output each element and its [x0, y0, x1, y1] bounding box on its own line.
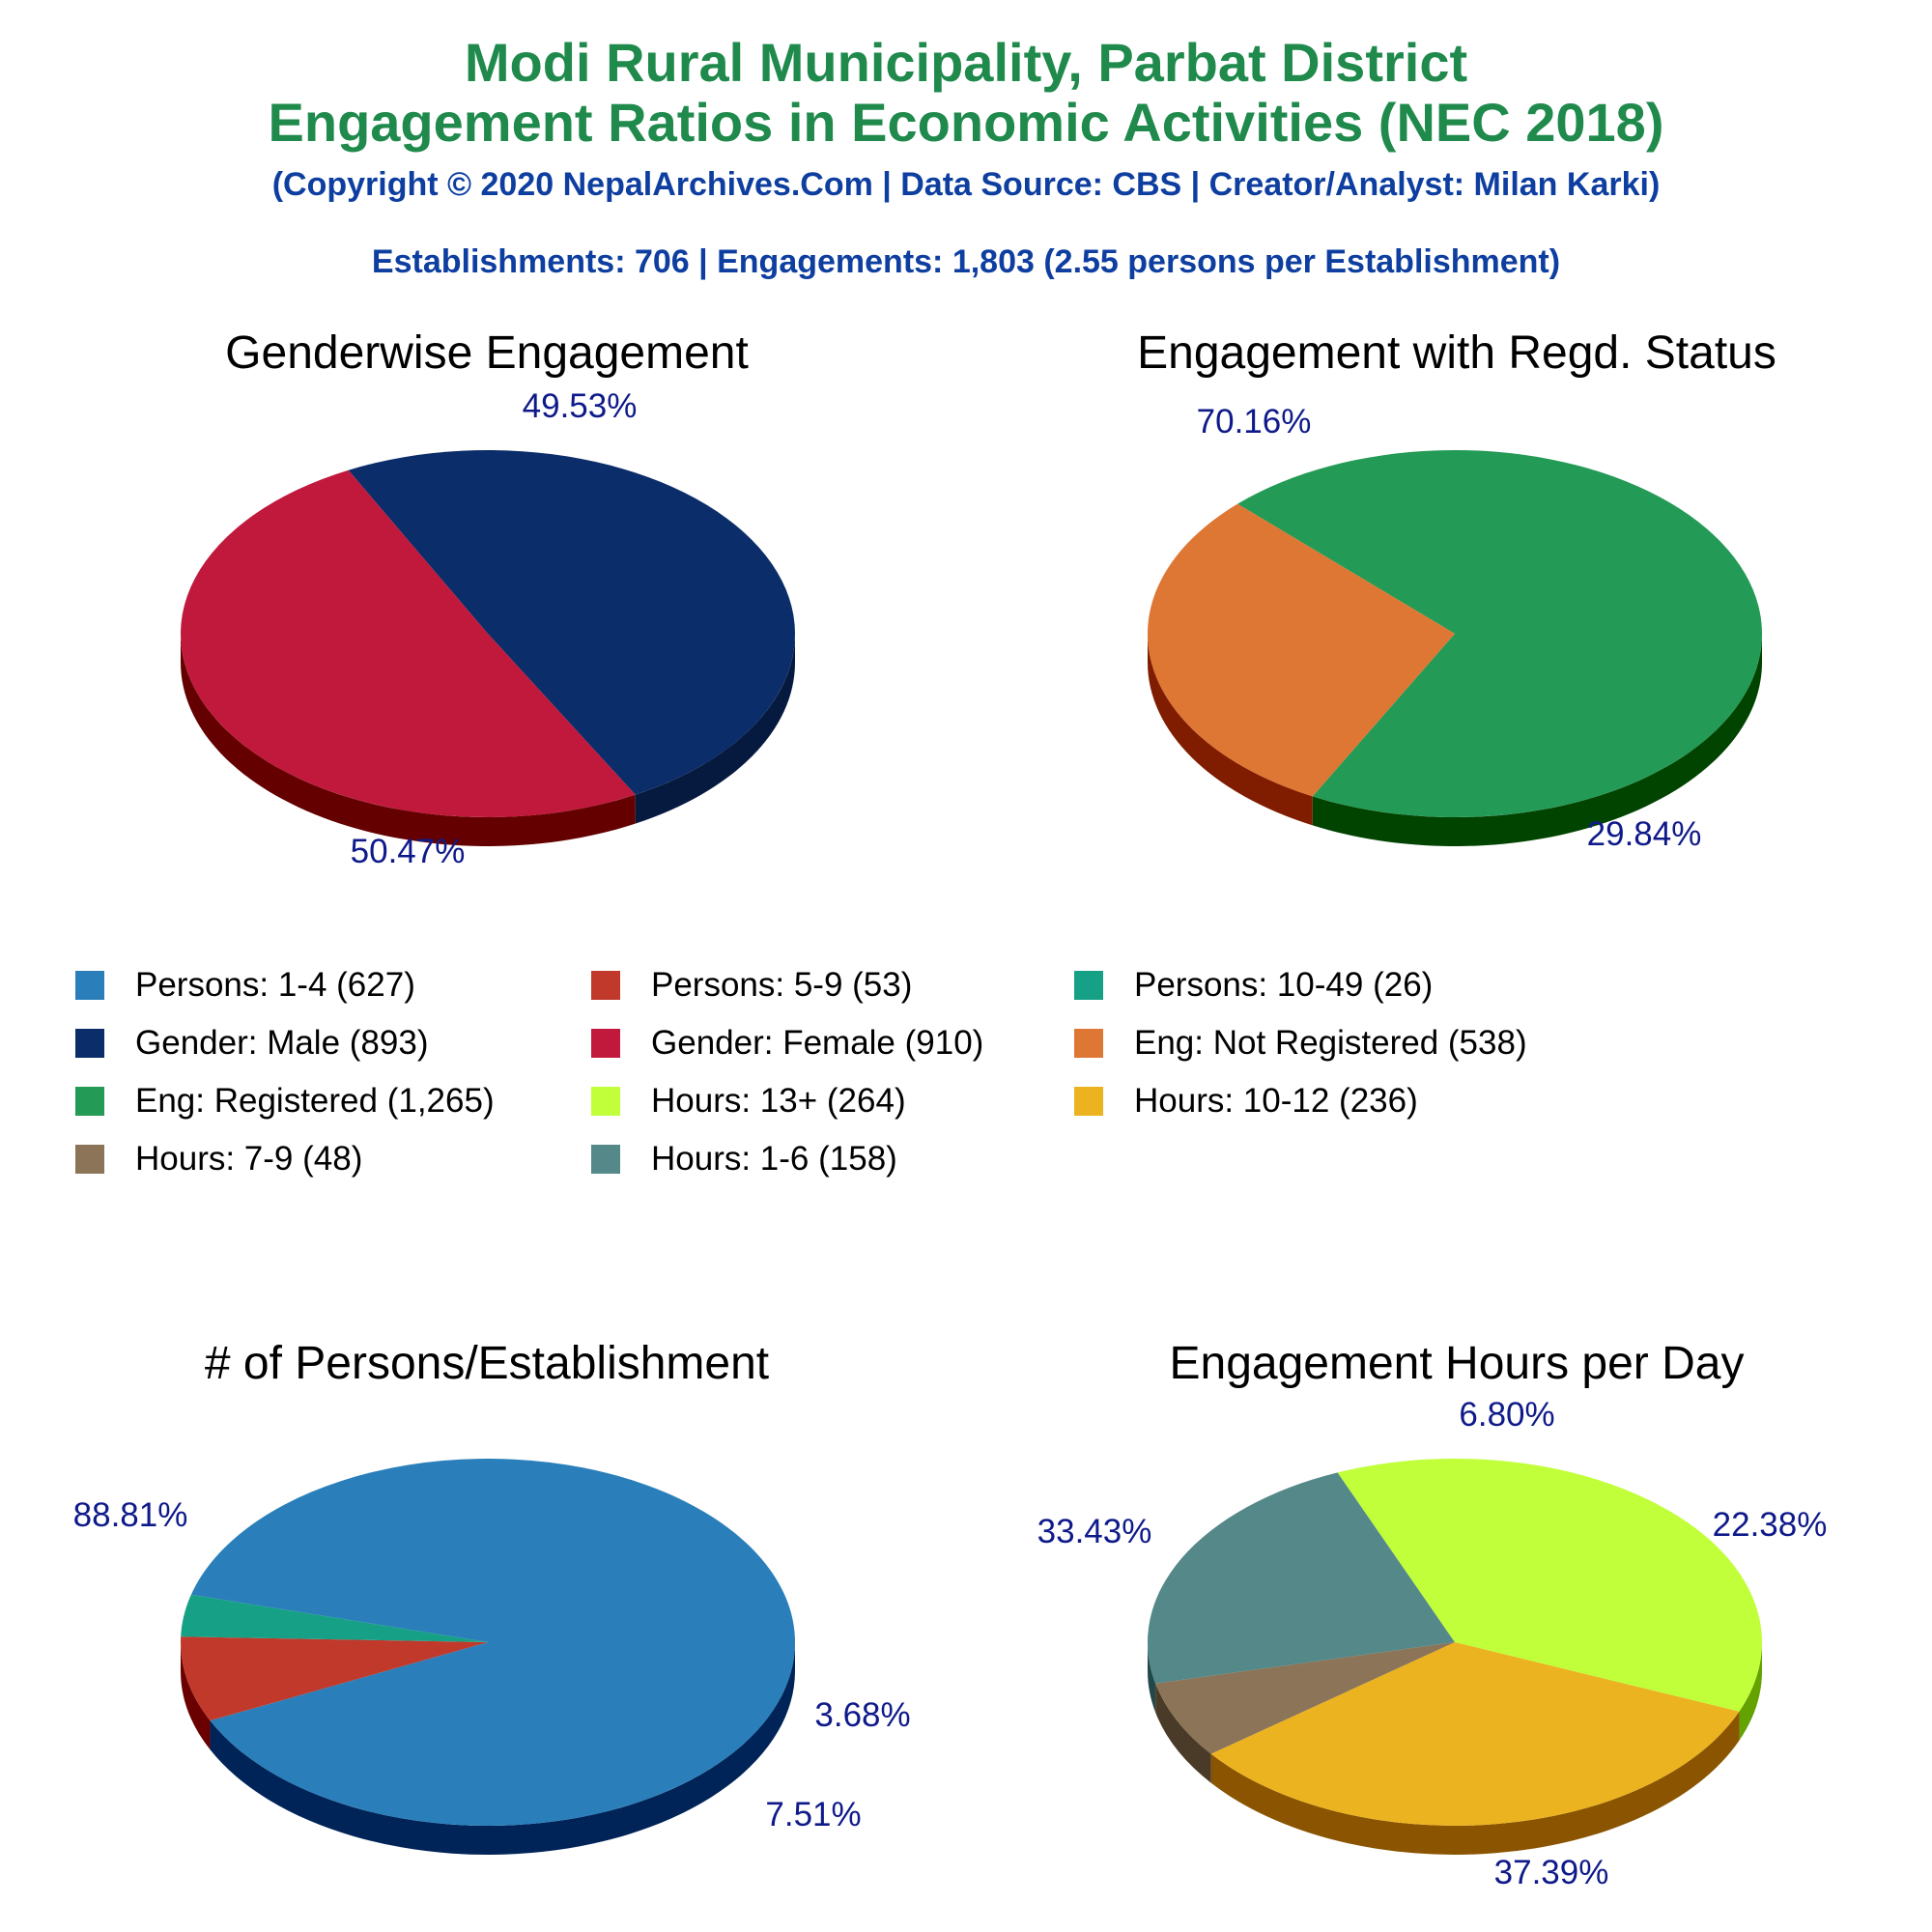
legend-swatch	[591, 971, 620, 1000]
pie-persons	[73, 1459, 911, 1855]
pie-title-registration: Engagement with Regd. Status	[1137, 327, 1776, 379]
legend-label: Persons: 1-4 (627)	[135, 966, 415, 1004]
pie-hours	[1037, 1396, 1828, 1891]
legend-swatch	[1074, 971, 1103, 1000]
legend-label: Hours: 10-12 (236)	[1134, 1082, 1418, 1120]
legend-item	[75, 966, 415, 1005]
pie-gender	[181, 387, 795, 870]
pie-label-hours-7-9: 6.80%	[1459, 1396, 1555, 1434]
pie-label-persons-1-4: 88.81%	[72, 1496, 188, 1534]
legend-label: Persons: 10-49 (26)	[1134, 966, 1434, 1004]
legend-swatch	[1074, 1029, 1103, 1058]
pie-title-persons: # of Persons/Establishment	[204, 1338, 770, 1389]
pie-label-hours-1-6: 22.38%	[1712, 1506, 1828, 1544]
legend-label: Persons: 5-9 (53)	[651, 966, 913, 1004]
pie-label-hours-13-: 37.39%	[1493, 1854, 1609, 1891]
legend-swatch	[75, 971, 104, 1000]
legend-item	[1074, 966, 1433, 1005]
legend-swatch	[1074, 1087, 1103, 1116]
legend-item	[591, 966, 912, 1005]
copyright-text: (Copyright © 2020 NepalArchives.Com | Data Source: CBS | Creator/Analyst: Milan Karki)	[271, 166, 1661, 203]
legend-item	[75, 1140, 362, 1179]
pie-title-hours: Engagement Hours per Day	[1169, 1338, 1745, 1389]
legend-label: Gender: Male (893)	[135, 1024, 429, 1062]
legend-swatch	[75, 1087, 104, 1116]
legend-swatch	[75, 1145, 104, 1174]
legend-swatch	[75, 1029, 104, 1058]
legend-item	[591, 1024, 983, 1063]
legend-swatch	[591, 1087, 620, 1116]
pie-label-hours-10-12: 33.43%	[1037, 1513, 1152, 1550]
summary-text: Establishments: 706 | Engagements: 1,803 (2.55 persons per Establishment)	[371, 243, 1561, 280]
pie-title-gender: Genderwise Engagement	[225, 327, 749, 379]
legend-label: Hours: 1-6 (158)	[651, 1140, 897, 1178]
legend-label: Gender: Female (910)	[651, 1024, 984, 1062]
pie-registration	[1148, 403, 1762, 853]
chart-title-line1: Modi Rural Municipality, Parbat District	[464, 32, 1468, 93]
pie-label-eng-not-registered: 29.84%	[1586, 815, 1702, 853]
chart-title-line2: Engagement Ratios in Economic Activities (NEC 2018)	[268, 92, 1664, 153]
legend-item	[75, 1024, 428, 1063]
legend-item	[1074, 1024, 1527, 1063]
legend-label: Eng: Registered (1,265)	[135, 1082, 495, 1120]
legend-label: Hours: 7-9 (48)	[135, 1140, 363, 1178]
pie-label-persons-10-49: 3.68%	[814, 1696, 911, 1734]
pie-label-eng-registered: 70.16%	[1196, 403, 1312, 440]
legend-item	[591, 1140, 897, 1179]
pie-label-persons-5-9: 7.51%	[765, 1796, 862, 1833]
pie-label-gender-male: 49.53%	[522, 387, 638, 425]
legend-label: Hours: 13+ (264)	[651, 1082, 906, 1120]
legend-item	[75, 1082, 495, 1121]
legend-swatch	[591, 1029, 620, 1058]
legend-swatch	[591, 1145, 620, 1174]
pie-label-gender-female: 50.47%	[350, 833, 466, 870]
legend-item	[1074, 1082, 1418, 1121]
legend-item	[591, 1082, 906, 1121]
legend-label: Eng: Not Registered (538)	[1134, 1024, 1527, 1062]
